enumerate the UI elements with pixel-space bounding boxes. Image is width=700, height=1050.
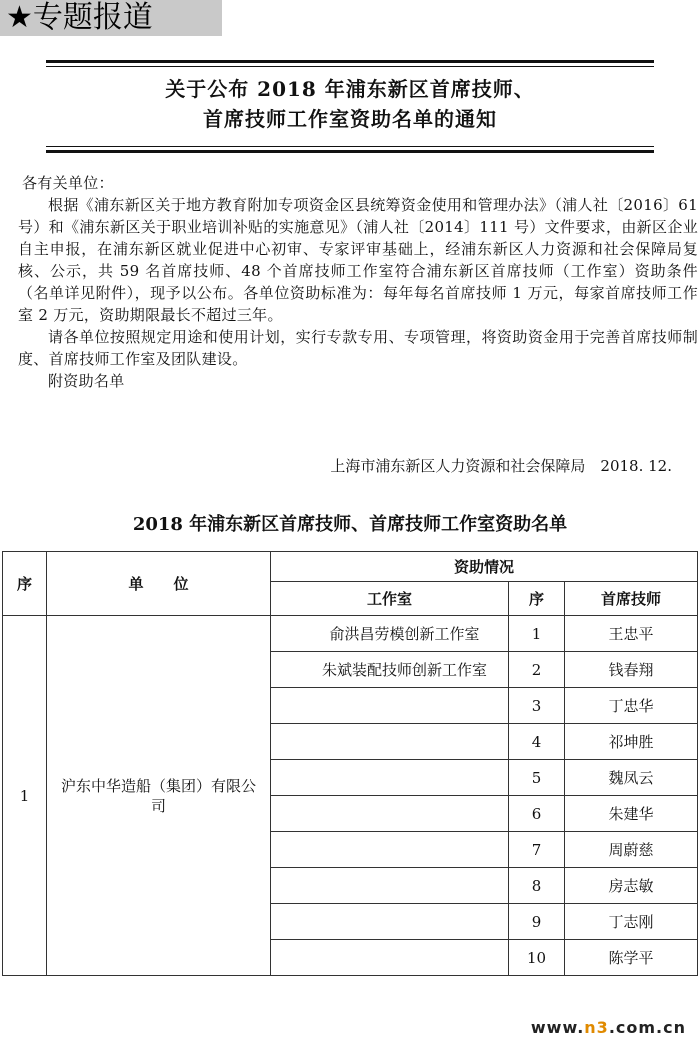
technician-cell: 祁坤胜 bbox=[565, 724, 698, 760]
studio-cell bbox=[271, 940, 509, 976]
technician-cell: 王忠平 bbox=[565, 616, 698, 652]
notice-title-line2: 首席技师工作室资助名单的通知 bbox=[203, 107, 497, 131]
technician-cell: 周蔚慈 bbox=[565, 832, 698, 868]
title-rule-top-thick bbox=[46, 60, 654, 63]
studio-cell bbox=[271, 760, 509, 796]
seq-cell: 5 bbox=[509, 760, 565, 796]
header-sub-seq: 序 bbox=[509, 582, 565, 616]
technician-cell: 魏凤云 bbox=[565, 760, 698, 796]
header-studio: 工作室 bbox=[271, 582, 509, 616]
title-rule-bottom-thin bbox=[46, 146, 654, 147]
table-body bbox=[3, 616, 698, 976]
seq-cell: 1 bbox=[509, 616, 565, 652]
technician-cell: 丁忠华 bbox=[565, 688, 698, 724]
site-watermark bbox=[531, 1018, 686, 1037]
notice-title bbox=[46, 74, 654, 134]
header-funding: 资助情况 bbox=[271, 552, 698, 582]
body-paragraph-2: 请各单位按照规定用途和使用计划，实行专款专用、专项管理，将资助资金用于完善首席技师制度、首席技师工作室及团队建设。 bbox=[18, 328, 698, 368]
group-unit: 沪东中华造船（集团）有限公司 bbox=[47, 616, 271, 976]
studio-cell: 朱斌装配技师创新工作室 bbox=[271, 652, 509, 688]
technician-cell: 房志敏 bbox=[565, 868, 698, 904]
header-technician: 首席技师 bbox=[565, 582, 698, 616]
seq-cell: 2 bbox=[509, 652, 565, 688]
seq-cell: 6 bbox=[509, 796, 565, 832]
studio-cell bbox=[271, 688, 509, 724]
seq-cell: 8 bbox=[509, 868, 565, 904]
watermark-prefix: www. bbox=[530, 1018, 585, 1037]
group-seq: 1 bbox=[3, 616, 47, 976]
header-unit: 单 位 bbox=[47, 552, 271, 616]
studio-cell: 俞洪昌劳模创新工作室 bbox=[271, 616, 509, 652]
seq-cell: 4 bbox=[509, 724, 565, 760]
seq-cell: 7 bbox=[509, 832, 565, 868]
studio-cell bbox=[271, 868, 509, 904]
studio-cell bbox=[271, 832, 509, 868]
list-title: 2018 年浦东新区首席技师、首席技师工作室资助名单 bbox=[132, 514, 568, 535]
watermark-brand: n3 bbox=[584, 1018, 609, 1037]
technician-cell: 钱春翔 bbox=[565, 652, 698, 688]
seq-cell: 10 bbox=[509, 940, 565, 976]
section-banner: ★专题报道 bbox=[0, 0, 222, 36]
notice-title-line1: 关于公布 2018 年浦东新区首席技师、 bbox=[165, 77, 535, 101]
body-paragraph-1: 根据《浦东新区关于地方教育附加专项资金区县统筹资金使用和管理办法》（浦人社〔2016〕61 号）和《浦东新区关于职业培训补贴的实施意见》（浦人社〔2014〕111 号）文件要求，由新区企业自主申报，在浦东新区就业促进中心初审、专家评审基础上，经浦东新区人力资源和社会保障局复核、公示，共 59 名首席技师、48 个首席技师工作室符合浦东新区首席技师（工作室）资助条件（名单详见附件），现予以公布。各单位资助标准为：每年每名首席技师 1 万元，每家首席技师工作室 2 万元，资助期限最长不超过三年。 bbox=[18, 196, 698, 324]
funding-table bbox=[2, 551, 698, 976]
seq-cell: 3 bbox=[509, 688, 565, 724]
technician-cell: 丁志刚 bbox=[565, 904, 698, 940]
issuer-signature: 上海市浦东新区人力资源和社会保障局 2018. 12. bbox=[330, 457, 672, 475]
table-row bbox=[3, 616, 698, 652]
header-seq: 序 bbox=[3, 552, 47, 616]
notice-body bbox=[10, 172, 698, 392]
seq-cell: 9 bbox=[509, 904, 565, 940]
salutation: 各有关单位： bbox=[22, 174, 114, 192]
technician-cell: 朱建华 bbox=[565, 796, 698, 832]
studio-cell bbox=[271, 724, 509, 760]
technician-cell: 陈学平 bbox=[565, 940, 698, 976]
attachment-note: 附资助名单 bbox=[48, 372, 125, 390]
studio-cell bbox=[271, 904, 509, 940]
watermark-suffix: .com.cn bbox=[608, 1018, 686, 1037]
studio-cell bbox=[271, 796, 509, 832]
title-rule-top-thin bbox=[46, 66, 654, 67]
title-rule-bottom-thick bbox=[46, 150, 654, 153]
